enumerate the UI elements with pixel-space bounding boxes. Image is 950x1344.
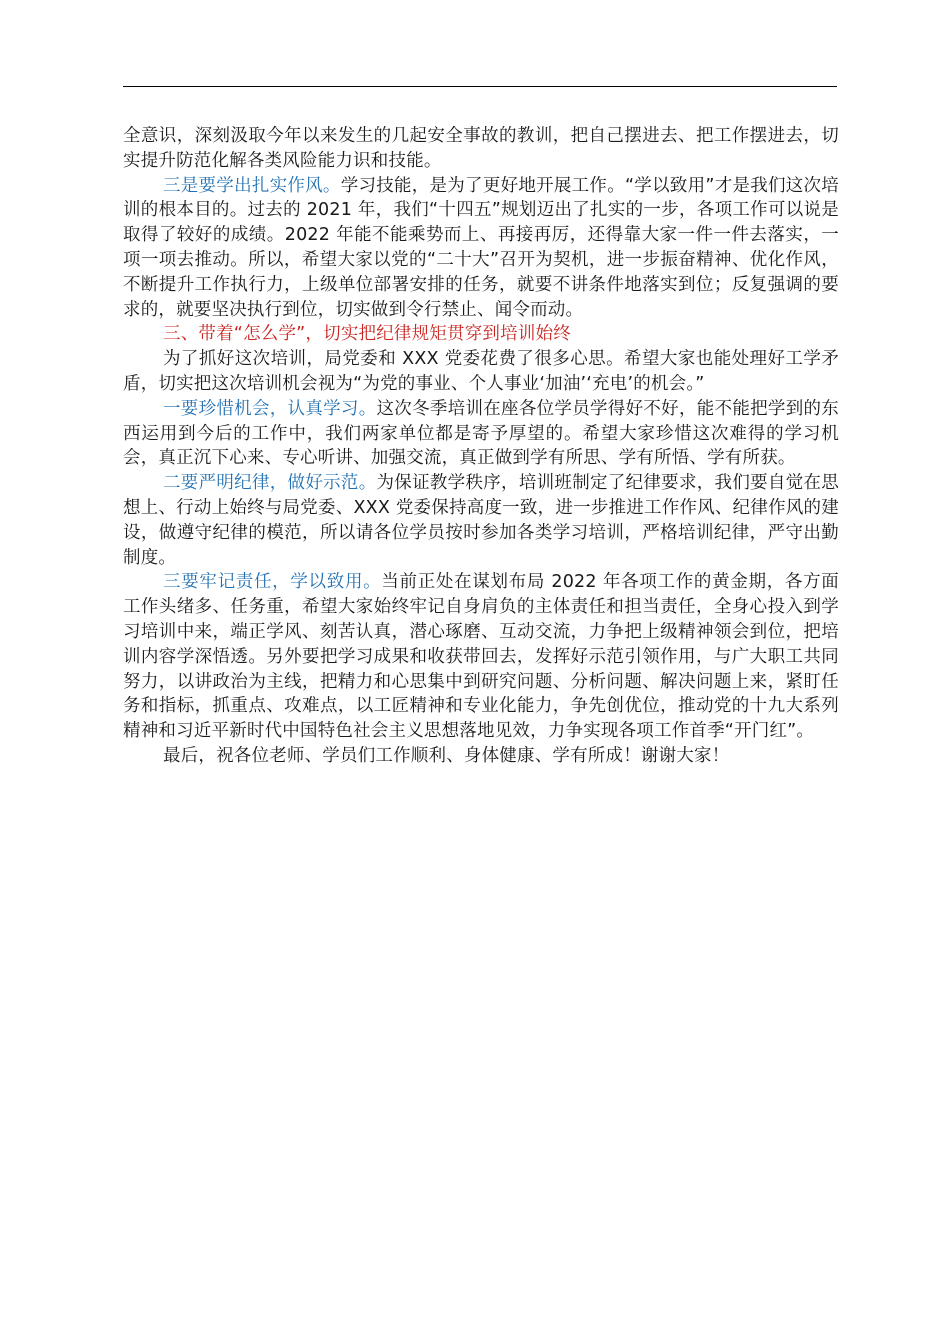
paragraph-text: 为了抓好这次培训，局党委和 XXX 党委花费了很多心思。希望大家也能处理好工学矛盾，切实把这次培训机会视为“为党的事业、个人事业‘加油’‘充电’的机会。” — [123, 349, 839, 394]
paragraph-text: 为保证教学秩序，培训班制定了纪律要求，我们要自觉在思想上、行动上始终与局党委、XXX 党委保持高度一致，进一步推进工作作风、纪律作风的建设，做遵守纪律的模范，所以请各位学员按时参加各类学习培训，严格培训纪律，严守出勤制度。 — [123, 473, 839, 568]
paragraph-lead: 一要珍惜机会，认真学习。 — [163, 398, 377, 419]
paragraph-discipline — [123, 471, 839, 570]
paragraph-continuation — [123, 124, 839, 174]
paragraph-lead: 三要牢记责任，学以致用。 — [163, 572, 382, 593]
paragraph-lead: 二要严明纪律，做好示范。 — [163, 473, 377, 494]
paragraph-closing — [123, 744, 839, 769]
paragraph-cherish-opportunity — [123, 397, 839, 471]
paragraph-practical-style — [123, 174, 839, 323]
paragraph-training-intro — [123, 347, 839, 397]
document-body — [123, 124, 839, 769]
paragraph-lead: 三是要学出扎实作风。 — [163, 175, 341, 196]
header-rule — [123, 86, 837, 87]
paragraph-text: 学习技能，是为了更好地开展工作。“学以致用”才是我们这次培训的根本目的。过去的 2021 年，我们“十四五”规划迈出了扎实的一步，各项工作可以说是取得了较好的成绩。2022 年能不能乘势而上、再接再厉，还得靠大家一件一件去落实，一项一项去推动。所以，希望大家以党的“二十大”召开为契机，进一步振奋精神、优化作风，不断提升工作执行力，上级单位部署安排的任务，就要不讲条件地落实到位；反复强调的要求的，就要坚决执行到位，切实做到令行禁止、闻令而动。 — [123, 175, 840, 320]
paragraph-text: 这次冬季培训在座各位学员学得好不好，能不能把学到的东西运用到今后的工作中，我们两家单位都是寄予厚望的。希望大家珍惜这次难得的学习机会，真正沉下心来、专心听讲、加强交流，真正做到学有所思、学有所悟、学有所获。 — [123, 398, 839, 469]
paragraph-text: 当前正处在谋划布局 2022 年各项工作的黄金期，各方面工作头绪多、任务重，希望大家始终牢记自身肩负的主体责任和担当责任，全身心投入到学习培训中来，端正学风、刻苦认真，潜心琢磨、互动交流，力争把上级精神领会到位，把培训内容学深悟透。另外要把学习成果和收获带回去，发挥好示范引领作用，与广大职工共同努力，以讲政治为主线，把精力和心思集中到研究问题、分析问题、解决问题上来，紧盯任务和指标，抓重点、攻难点，以工匠精神和专业化能力，争先创优位，推动党的十九大系列精神和习近平新时代中国特色社会主义思想落地见效，力争实现各项工作首季“开门红”。 — [123, 572, 839, 742]
section-heading: 三、带着“怎么学”，切实把纪律规矩贯穿到培训始终 — [163, 324, 571, 345]
paragraph-text: 全意识，深刻汲取今年以来发生的几起安全事故的教训，把自己摆进去、把工作摆进去，切实提升防范化解各类风险能力识和技能。 — [123, 126, 839, 171]
paragraph-responsibility — [123, 570, 839, 744]
paragraph-text: 最后，祝各位老师、学员们工作顺利、身体健康、学有所成！谢谢大家！ — [163, 745, 730, 766]
